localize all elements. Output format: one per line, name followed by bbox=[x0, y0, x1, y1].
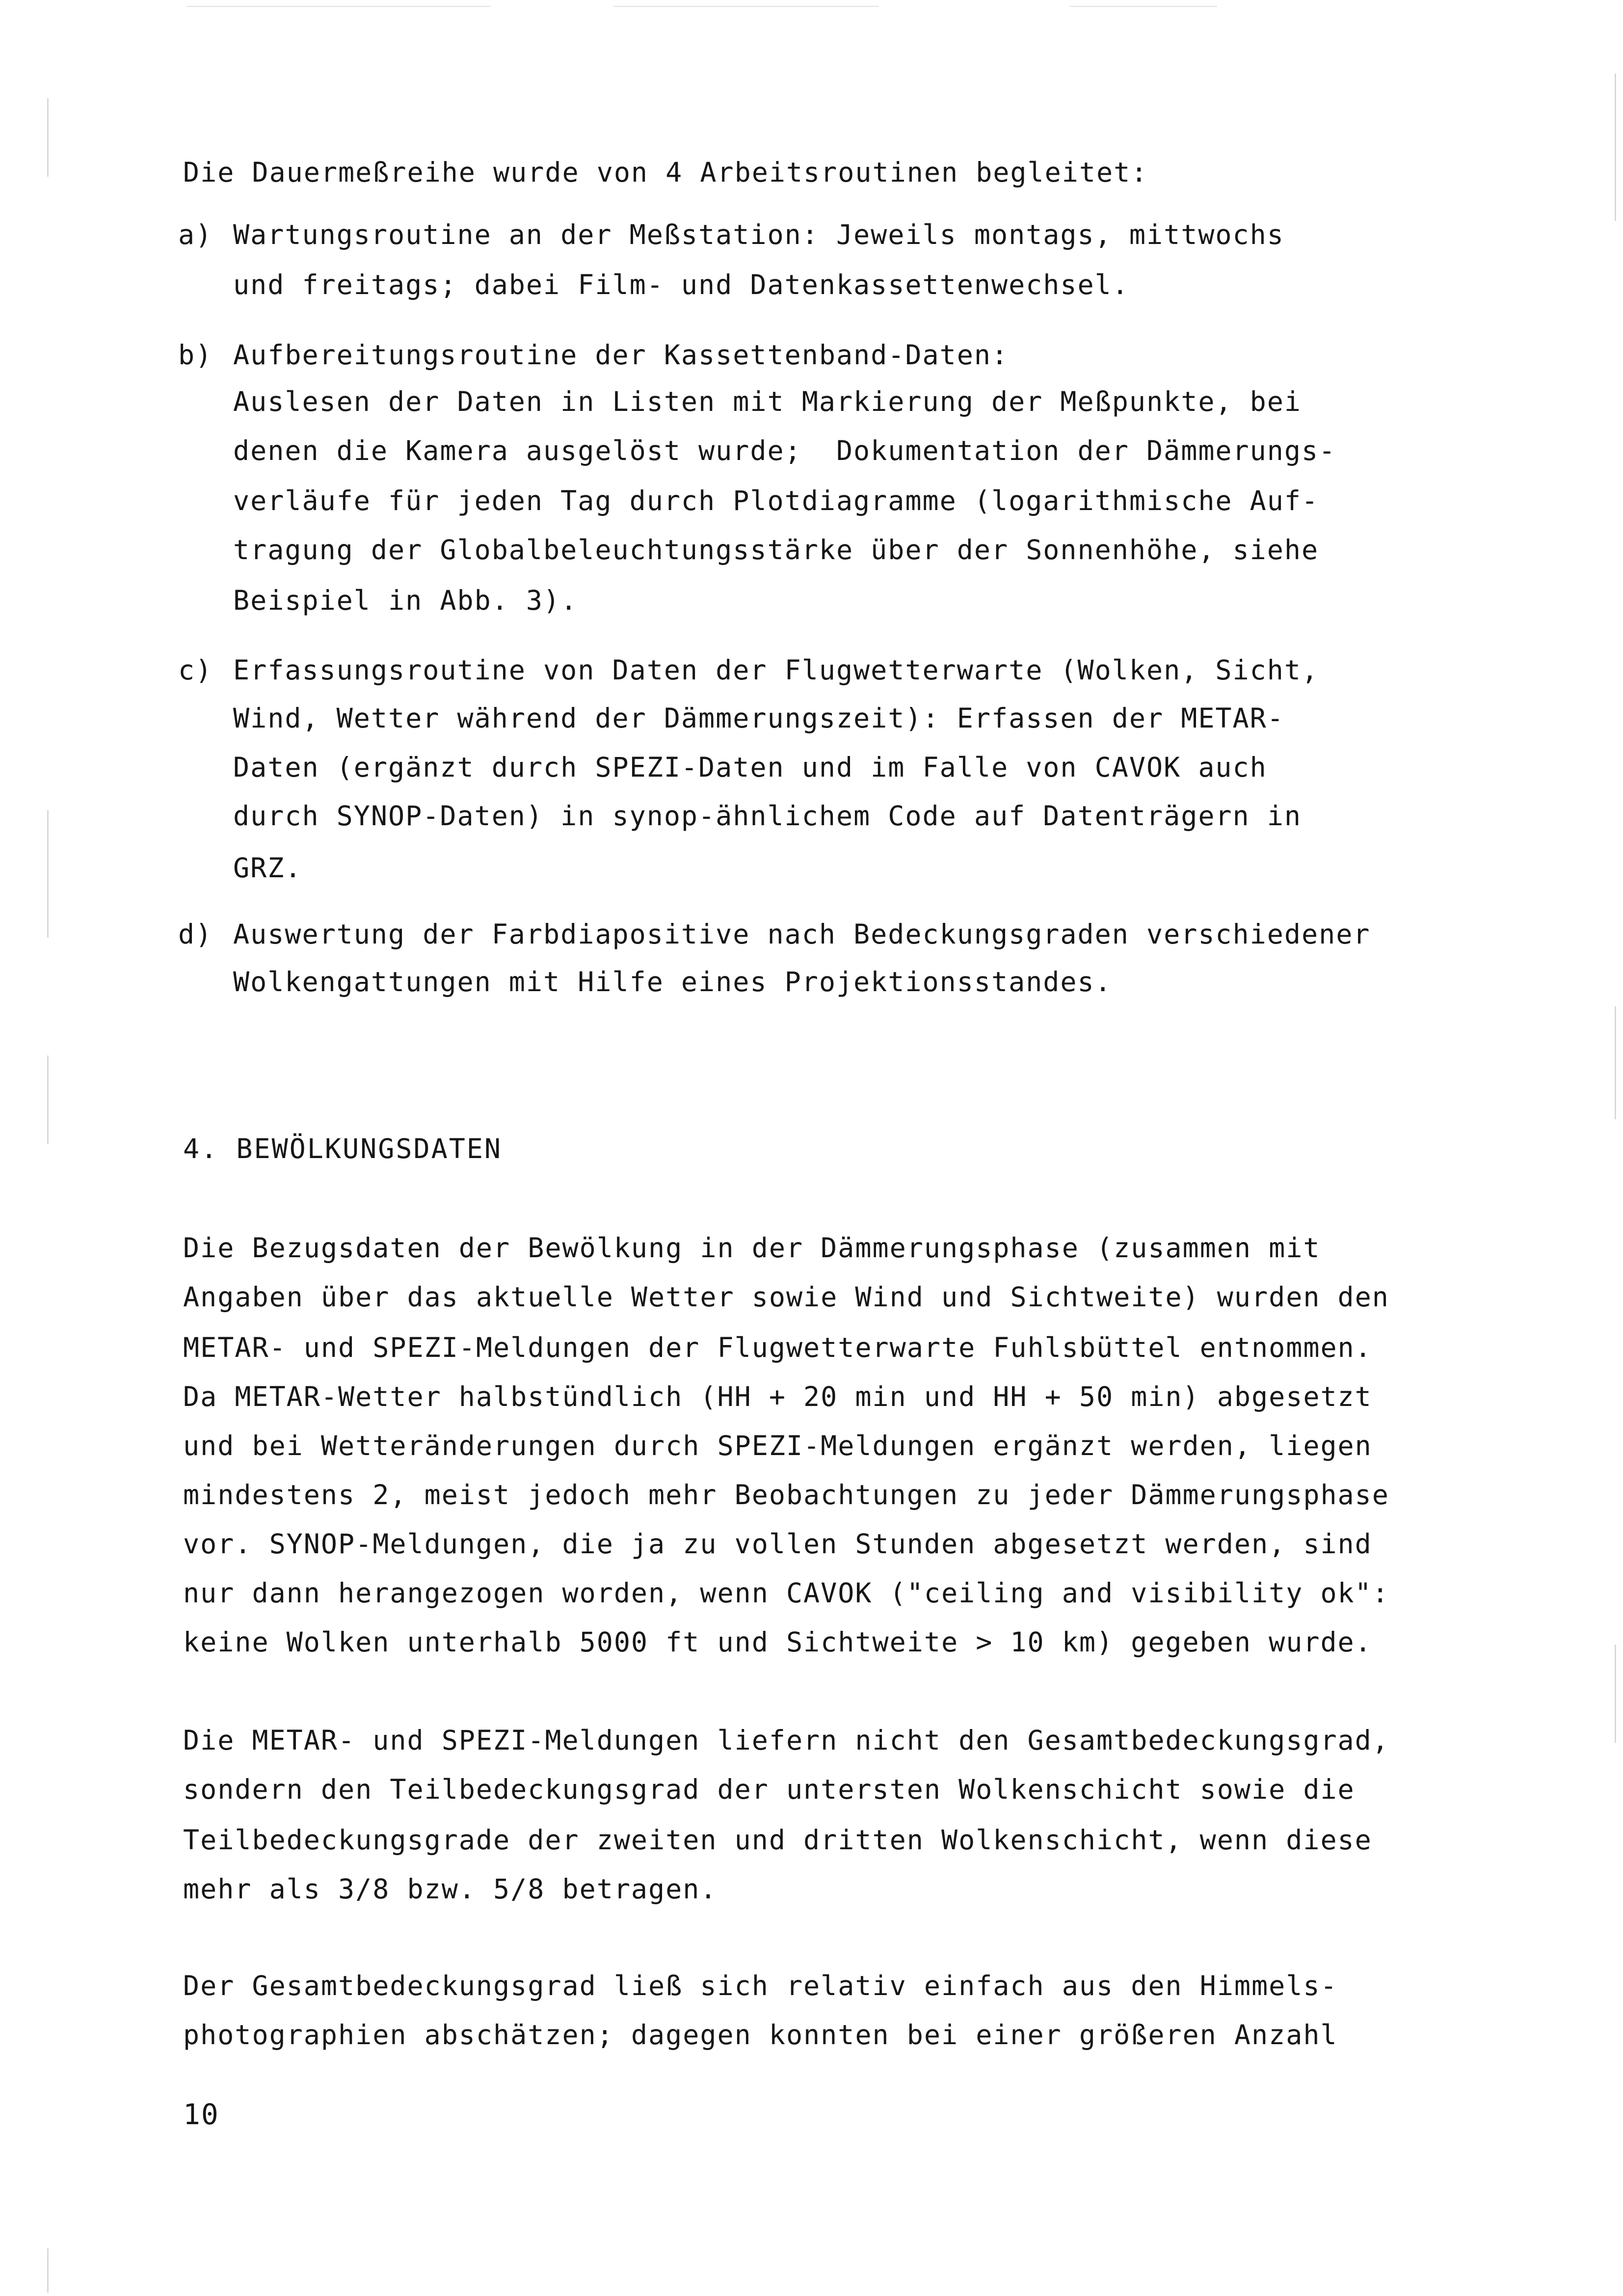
scan-edge-mark bbox=[1615, 1006, 1616, 1119]
paragraph-line: Der Gesamtbedeckungsgrad ließ sich relativ einfach aus den Himmels- bbox=[183, 1970, 1338, 2001]
list-item-line: denen die Kamera ausgelöst wurde; Dokumentation der Dämmerungs- bbox=[233, 435, 1336, 466]
scan-edge-mark bbox=[1615, 74, 1616, 221]
paragraph-line: Die Bezugsdaten der Bewölkung in der Dämmerungsphase (zusammen mit bbox=[183, 1232, 1321, 1264]
paragraph-line: nur dann herangezogen worden, wenn CAVOK ("ceiling and visibility ok": bbox=[183, 1577, 1389, 1609]
scan-top-mark bbox=[613, 6, 878, 7]
list-item-line: tragung der Globalbeleuchtungsstärke über der Sonnenhöhe, siehe bbox=[233, 534, 1319, 566]
paragraph-line: Da METAR-Wetter halbstündlich (HH + 20 min und HH + 50 min) abgesetzt bbox=[183, 1381, 1372, 1412]
list-item-label: d) bbox=[178, 918, 213, 950]
list-item-label: b) bbox=[178, 339, 213, 371]
list-item-line: Wind, Wetter während der Dämmerungszeit): Erfassen der METAR- bbox=[233, 702, 1284, 734]
list-item-label: c) bbox=[178, 654, 213, 686]
list-item-line: Auslesen der Daten in Listen mit Markierung der Meßpunkte, bei bbox=[233, 386, 1302, 417]
paragraph-line: und bei Wetteränderungen durch SPEZI-Meldungen ergänzt werden, liegen bbox=[183, 1430, 1372, 1461]
list-item-line: Beispiel in Abb. 3). bbox=[233, 585, 578, 616]
scan-edge-mark bbox=[47, 2248, 49, 2293]
page-number: 10 bbox=[183, 2098, 219, 2131]
list-item-line: Aufbereitungsroutine der Kassettenband-Daten: bbox=[233, 339, 1009, 371]
paragraph-line: keine Wolken unterhalb 5000 ft und Sichtweite > 10 km) gegeben wurde. bbox=[183, 1626, 1372, 1658]
scan-edge-mark bbox=[1615, 1645, 1616, 1743]
list-item-line: Auswertung der Farbdiapositive nach Bedeckungsgraden verschiedener bbox=[233, 918, 1371, 950]
scan-edge-mark bbox=[47, 810, 49, 938]
scan-top-mark bbox=[186, 6, 491, 7]
list-item-line: Wolkengattungen mit Hilfe eines Projektionsstandes. bbox=[233, 966, 1112, 998]
list-item-line: und freitags; dabei Film- und Datenkassettenwechsel. bbox=[233, 269, 1129, 300]
paragraph-line: Die METAR- und SPEZI-Meldungen liefern nicht den Gesamtbedeckungsgrad, bbox=[183, 1725, 1389, 1756]
list-item-line: verläufe für jeden Tag durch Plotdiagramme (logarithmische Auf- bbox=[233, 485, 1319, 516]
intro-text: Die Dauermeßreihe wurde von 4 Arbeitsroutinen begleitet: bbox=[183, 157, 1148, 188]
paragraph-line: sondern den Teilbedeckungsgrad der untersten Wolkenschicht sowie die bbox=[183, 1774, 1355, 1805]
list-item-line: Daten (ergänzt durch SPEZI-Daten und im Falle von CAVOK auch bbox=[233, 752, 1267, 783]
scan-top-mark bbox=[1070, 6, 1217, 7]
scan-edge-mark bbox=[47, 1055, 49, 1144]
list-item-label: a) bbox=[178, 219, 213, 250]
paragraph-line: Angaben über das aktuelle Wetter sowie Wind und Sichtweite) wurden den bbox=[183, 1281, 1389, 1313]
paragraph-line: vor. SYNOP-Meldungen, die ja zu vollen Stunden abgesetzt werden, sind bbox=[183, 1528, 1372, 1560]
paragraph-line: photographien abschätzen; dagegen konnten bei einer größeren Anzahl bbox=[183, 2019, 1338, 2051]
paragraph-line: METAR- und SPEZI-Meldungen der Flugwetterwarte Fuhlsbüttel entnommen. bbox=[183, 1332, 1372, 1363]
paragraph-line: mehr als 3/8 bzw. 5/8 betragen. bbox=[183, 1873, 718, 1905]
list-item-line: Erfassungsroutine von Daten der Flugwetterwarte (Wolken, Sicht, bbox=[233, 654, 1319, 686]
section-heading: 4. BEWÖLKUNGSDATEN bbox=[183, 1133, 503, 1164]
scan-edge-mark bbox=[47, 98, 49, 177]
list-item-line: Wartungsroutine an der Meßstation: Jeweils montags, mittwochs bbox=[233, 219, 1284, 250]
list-item-line: GRZ. bbox=[233, 852, 302, 884]
paragraph-line: Teilbedeckungsgrade der zweiten und dritten Wolkenschicht, wenn diese bbox=[183, 1824, 1372, 1856]
list-item-line: durch SYNOP-Daten) in synop-ähnlichem Code auf Datenträgern in bbox=[233, 800, 1302, 832]
paragraph-line: mindestens 2, meist jedoch mehr Beobachtungen zu jeder Dämmerungsphase bbox=[183, 1479, 1389, 1511]
